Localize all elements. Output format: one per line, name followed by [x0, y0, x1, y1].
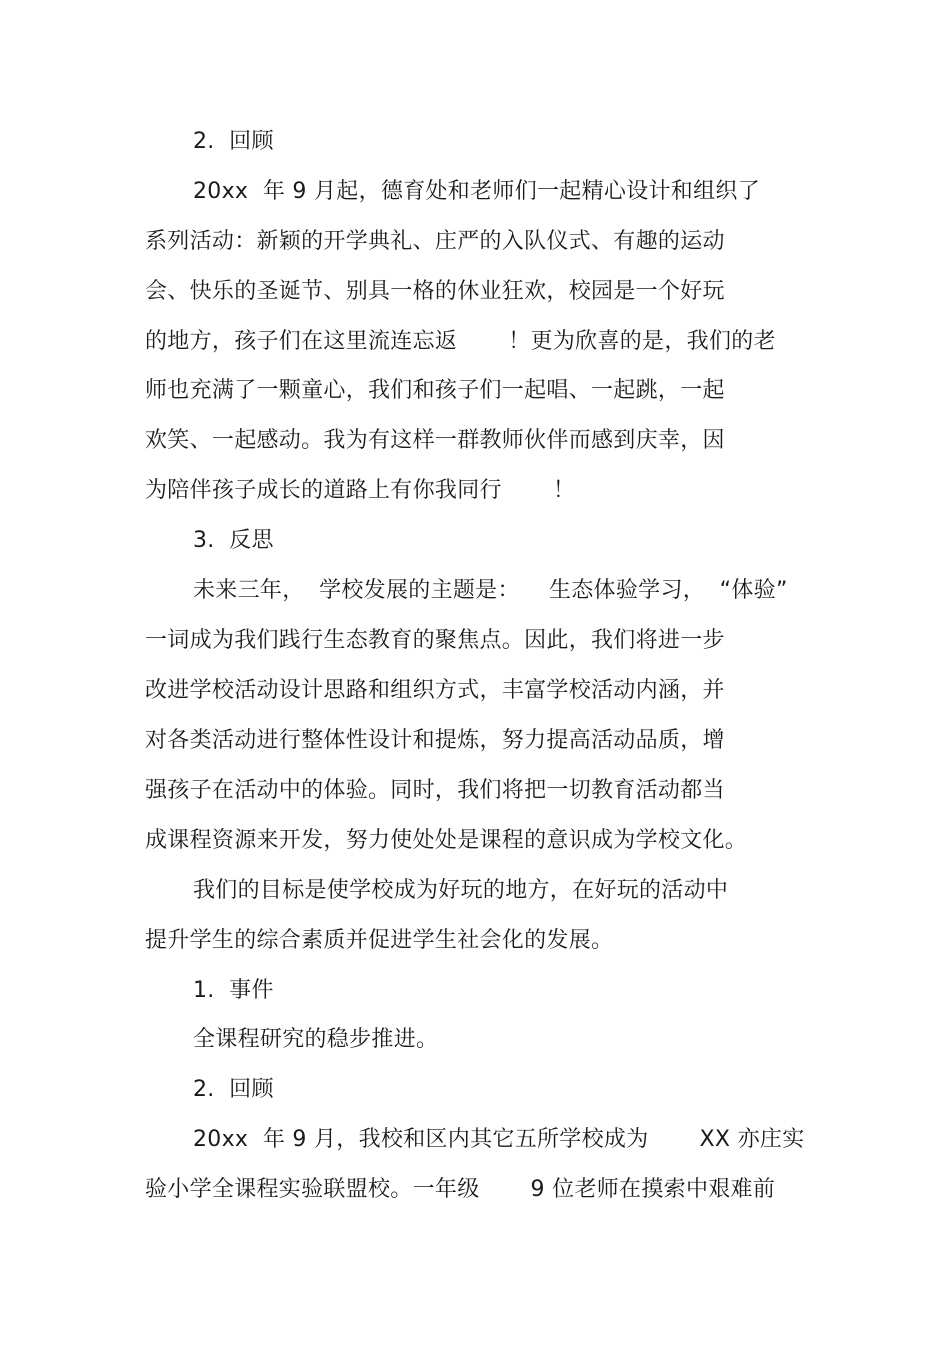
paragraph-line: 系列活动：新颖的开学典礼、庄严的入队仪式、有趣的运动 [145, 229, 725, 254]
paragraph-line: 未来三年， 学校发展的主题是： 生态体验学习， “体验” [193, 578, 788, 603]
paragraph-line: 20xx 年 9 月，我校和区内其它五所学校成为 XX 亦庄实 [193, 1127, 805, 1152]
heading-event: 1. 事件 [193, 978, 274, 1003]
paragraph-line: 20xx 年 9 月起，德育处和老师们一起精心设计和组织了 [193, 179, 761, 204]
paragraph-line: 欢笑、一起感动。我为有这样一群教师伙伴而感到庆幸，因 [145, 428, 725, 453]
paragraph-line: 的地方，孩子们在这里流连忘返 ！更为欣喜的是，我们的老 [145, 329, 776, 354]
paragraph-line: 会、快乐的圣诞节、别具一格的休业狂欢，校园是一个好玩 [145, 279, 725, 304]
paragraph-line: 为陪伴孩子成长的道路上有你我同行 ！ [145, 478, 576, 503]
paragraph-line: 对各类活动进行整体性设计和提炼，努力提高活动品质，增 [145, 728, 725, 753]
paragraph-line: 师也充满了一颗童心，我们和孩子们一起唱、一起跳，一起 [145, 378, 725, 403]
heading-review: 2. 回顾 [193, 1077, 274, 1102]
paragraph-line: 成课程资源来开发，努力使处处是课程的意识成为学校文化。 [145, 828, 748, 853]
paragraph-line: 提升学生的综合素质并促进学生社会化的发展。 [145, 928, 614, 953]
paragraph-line: 一词成为我们践行生态教育的聚焦点。因此，我们将进一步 [145, 628, 725, 653]
heading-reflection: 3. 反思 [193, 528, 274, 553]
heading-review: 2. 回顾 [193, 129, 274, 154]
paragraph-line: 改进学校活动设计思路和组织方式，丰富学校活动内涵，并 [145, 678, 725, 703]
paragraph-line: 验小学全课程实验联盟校。一年级 9 位老师在摸索中艰难前 [145, 1177, 776, 1202]
paragraph-line: 强孩子在活动中的体验。同时，我们将把一切教育活动都当 [145, 778, 725, 803]
paragraph-line: 我们的目标是使学校成为好玩的地方，在好玩的活动中 [193, 878, 729, 903]
paragraph-line: 全课程研究的稳步推进。 [193, 1027, 439, 1052]
